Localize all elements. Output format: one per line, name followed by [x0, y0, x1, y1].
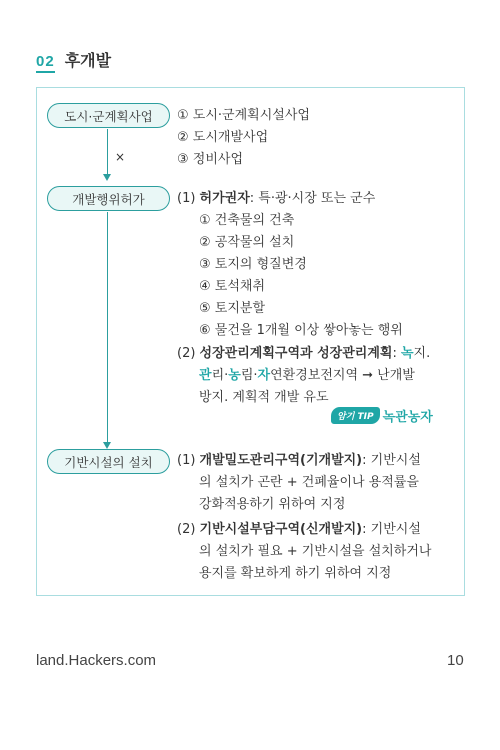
flow-arrow-line-1	[107, 129, 108, 174]
block3-item2-line-2: 의 설치가 필요 + 기반시설을 설치하거나	[199, 544, 432, 559]
block1-line-2: ② 도시개발사업	[177, 130, 269, 145]
block2-item2-line-2	[199, 366, 415, 386]
block3-item1-rest: : 기반시설	[362, 453, 421, 468]
block3-item2-bold: 기반시설부담구역(신개발지)	[199, 522, 363, 537]
flow-node-development-permit: 개발행위허가	[47, 186, 170, 211]
x-mark: ×	[115, 150, 126, 164]
block2-sub-3: ③ 토지의 형질변경	[199, 257, 307, 272]
block2-sub-2: ② 공작물의 설치	[199, 235, 295, 250]
page-number: 10	[447, 652, 464, 669]
tip-badge: 암기 TIP	[331, 407, 380, 424]
block2-item2-num: (2)	[177, 346, 200, 361]
block3-item2-rest: : 기반시설	[362, 522, 421, 537]
tip-word: 녹관농자	[382, 410, 433, 425]
block2-item2-line-3: 방지. 계획적 개발 유도	[199, 390, 329, 405]
block2-item2-g4: 자	[257, 368, 271, 383]
block2-item2-g2: 관	[199, 368, 212, 383]
block3-item1-line-3: 강화적용하기 위하여 지정	[199, 497, 346, 512]
block2-item2-t2: 리·	[211, 368, 229, 383]
block2-sub-5: ⑤ 토지분할	[199, 301, 266, 316]
section-header	[36, 48, 111, 73]
flow-arrow-line-2	[107, 212, 108, 442]
block2-item2-colon: :	[392, 346, 401, 361]
block3-item2-line-3: 용지를 확보하게 하기 위하여 지정	[199, 566, 392, 581]
block2-sub-6: ⑥ 물건을 1개월 이상 쌓아놓는 행위	[199, 323, 403, 338]
block2-item2-t1: 지.	[413, 346, 431, 361]
flow-arrow-head-2	[103, 442, 111, 449]
block2-item2-t4: 연환경보전지역 ➞ 난개발	[270, 368, 415, 383]
block2-item1-num: (1)	[177, 191, 200, 206]
block2-item1-rest: : 특·광·시장 또는 군수	[249, 191, 376, 206]
flow-arrow-head-1	[103, 174, 111, 181]
block2-item2-line-1	[177, 344, 430, 364]
section-title: 후개발	[64, 51, 112, 70]
flow-node-urban-plan-project: 도시·군계획사업	[47, 103, 170, 128]
block2-item2-t3: 림·	[240, 368, 258, 383]
content-box	[36, 87, 465, 596]
block3-item1-line-2: 의 설치가 곤란 + 건폐율이나 용적률을	[199, 475, 419, 490]
block3-item1-line-1	[177, 451, 421, 471]
block3-item2-line-1	[177, 520, 421, 540]
footer-url: land.Hackers.com	[36, 652, 157, 669]
memorize-tip	[331, 406, 433, 425]
block3-item1-num: (1)	[177, 453, 200, 468]
block2-sub-4: ④ 토석채취	[199, 279, 266, 294]
block3-item2-num: (2)	[177, 522, 200, 537]
block2-item1	[177, 189, 375, 209]
block2-item1-bold: 허가권자	[199, 191, 250, 206]
section-number: 02	[36, 53, 55, 73]
block2-item2-bold: 성장관리계획구역과 성장관리계획	[199, 346, 393, 361]
block2-sub-1: ① 건축물의 건축	[199, 213, 295, 228]
block2-item2-g1: 녹	[400, 346, 414, 361]
block1-line-3: ③ 정비사업	[177, 152, 244, 167]
block3-item1-bold: 개발밀도관리구역(기개발지)	[199, 453, 363, 468]
block2-item2-g3: 농	[228, 368, 241, 383]
block1-line-1: ① 도시·군계획시설사업	[177, 108, 310, 123]
flow-node-infrastructure: 기반시설의 설치	[47, 449, 170, 474]
